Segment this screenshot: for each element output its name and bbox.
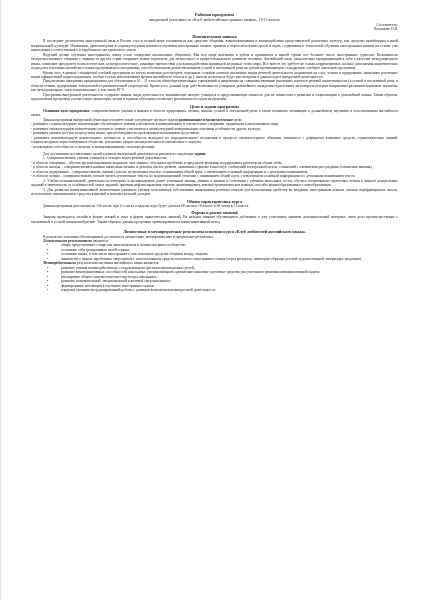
main-goal-label: Основная цель программы: (43, 108, 91, 113)
section-heading-goals: Цели и задачи программы (189, 103, 240, 109)
paragraph: Занятия проводятся онлайн в форме лекций и очно в форме практических занятий. На каждом занятии обучающиеся добавляют к уже усвоенным знаниям дополнительный материал, имея дело преимущественно с письменной и устной иноязычной речью. Таким образом, данная программа ориентирована на коммуникативный метод. (31, 215, 398, 224)
list-item: • владение умением координированной работы с разными компонентами внеурочной деятельности. (61, 288, 398, 292)
document-title: Рабочая программа (194, 12, 235, 17)
paragraph: В последние десятилетия иностранный язык в России стал в полной мере осознаваться как средство общения, взаимопонимания и взаимодействия представителей различных культур, как средство приобщения к иной национальной культуре. Изменения, произошедшие в социокультурном контексте изучения иностранных языков, привели к переосмыслению целей и задач, содержания и технологий обучения иностранным языкам на основе уже накопленного отечественного и зарубежного методического опыта. (31, 39, 398, 53)
personal-results-label: Личностными результатами (43, 238, 92, 243)
list-item: • развитие умения взаимодействовать с окружающими при выполнении разных ролей; (61, 266, 398, 270)
skill-item: - в области письма – совершенствовать навыки написания личных и деловых писем, резюме, заявления о приеме в институт, сообщений электронной почты, сочинений с элементами рассуждения (сочинения-мнения); (31, 165, 373, 170)
compiler-label: Составитель: (376, 22, 398, 27)
paragraph: Кроме того, в рамках стандартной учебной программы не всегда возможно рассмотреть отдельные сложные аспекты различных видов речевой деятельности (понимание на слух, чтение и аудирование, написание различных видов официальной корреспонденции, особые случаи использования времен английского глагола и др.), многие из которых будут рассмотрены в данном курсе внеурочной деятельности. (31, 70, 398, 80)
main-goal-text: совершенствовать умения и навыки в области аудирования, чтения, письма, устной и письменной речи, а также повышать мотивацию к дальнейшему изучению и использованию английского языка. (31, 108, 398, 118)
section-heading-course: Общая характеристика курса (186, 198, 243, 204)
main-goal-paragraph (31, 109, 398, 118)
tasks-label: развивающие и воспитательные (178, 117, 234, 122)
list-item: • общее представление о мире как многоязычном и поликультурном сообществе; (61, 243, 398, 247)
personal-results-suffix: являются: (91, 238, 109, 243)
section-heading-results: Личностные и метапредметные результаты освоения курса «Клуб любителей английского языка» (123, 229, 306, 235)
meta-results-list (31, 266, 398, 293)
compiler-name: Лукашова О.В. (373, 27, 398, 32)
list-item: • формирование мотивации к изучению иностранного языка; (61, 284, 398, 288)
meta-results-suffix: результатами изучения английского языка являются: (75, 261, 160, 266)
tasks-suffix: цели: (233, 117, 243, 122)
paragraph: Ведущей целью обучения иностранному языку стало овладение иноязычным общением. Мы все чаще выезжаем в рубеж и принимаем в нашей стране все большее число иностранных туристов. Возможность беспрепятственного общения с людьми из других стран открывает новые горизонты для личностного и профессионального развития человека. Английский язык, окончательно превращающийся себя в качестве международного языка, позволяет преодолеть психологические, культурологические, языковые препятствия для взаимодействия индивидов из разных точек мира. Все вместе это требует не только корректировки, сколько дополнения академических подходов к изучению английского языка программами и методиками, способствующими развитию навыков устной и письменной речи на уровне превышающем стандартную учебную школьную программу. (31, 52, 398, 71)
paragraph: Программы внеурочной деятельности содержит знания, виды деятельности, вызывающие интерес учащихся и представляющие ценность для их личностного развития и социализации в дальнейшей жизни. Таким образом, предлагаемая программа соответствует концепции, целям и задачам обучения и позволяет реализовать его идеи на практике. (31, 92, 398, 102)
skills-colon: : (205, 152, 207, 157)
section-heading-forms: Формы и режим занятий (191, 210, 238, 216)
skills-label: задачи (194, 152, 206, 157)
list-item: • развитие познавательной, эмоциональной и волевой сфер школьника; (61, 279, 398, 283)
task-item: - воспитывать способность к личному и коммуникативному самоопределению. (31, 144, 156, 149)
skill-item: 2. Учебно-познавательный: деятельности повторить и активизировать ранее усвоенные знания, умения и навыки в сочетании с умением выполнять тесты; обучать специальным стратегиям чтения в аналоге контрольных заданий в зависимости от особенностей самих заданий, приемам рефлексирования текстов; активизировать лексико-грамматические навыки, способы формообразования и словообразования. (31, 178, 398, 188)
tasks-intro: Данная программа внеурочной деятельности имеет также следующие частные задачи (43, 117, 179, 122)
task-item: - развивать умения доступа посредством языка, при необходимости прокладывая возможными средствами; (31, 131, 200, 136)
list-item: • осознание языка, в том числе иностранного, как основного средства общения между людьми; (61, 252, 398, 256)
task-item: - развивать социокультурную компетенцию обучающихся: умения участвовать в коммуникации, в соответствии с нормами, принятыми в англоязычном мире; (31, 122, 280, 127)
personal-results-list (31, 243, 398, 261)
document-subtitle: внеурочной деятельности «Клуб любителей иностранных языков», 10-11 классы (149, 17, 280, 22)
list-item: • расширение общего лингвистического кругозора школьника; (61, 275, 398, 279)
paragraph: В результате освоения обучающимися достигаются личностные, метапредметные и предметные результаты. (43, 234, 214, 239)
meta-results-label: Метапредметными (43, 261, 76, 266)
paragraph: Предлагаемая программа предназначена для обучающихся 10 – 11 классов общеобразовательных учреждений и направлена на совершенствование различных аспектов речевой компетентности (в устной и письменной речи, в области чтения, аудирования, лексической и грамматической сторон речи). Кроме того, данный курс даёт возможность учащимся дальнейшего овладения стратегиями, на контроль которых направлены различные языковые экзамены, как международные, так и национальные, в том числе ЕГЭ. (31, 79, 398, 93)
list-item: • развитие коммуникативных способностей школьника, умения выбирать адекватные языковые и речевые средства для успешного решения коммуникативной задачи; (61, 270, 398, 274)
skill-item: - в области чтения – совершенствовать умение читать аутентичные тексты по экзаменационной тематике с пониманием общей идеи, с извлечением основной информации и с детальным пониманием текста. (31, 174, 356, 179)
task-item: - развивать межкультурную компетенцию учащихся: умение участвовать в межкультурной коммуникации, учитывая особенности других культур; (31, 126, 261, 131)
skill-item: 3. Для развития коммуникативной компетенции развивать умения пользоваться собственным иноязычным речевым опытом для восполнения пробелов во владении иностранным языком, умения перефразировать мысль, использовать синонимичные средства языковой и контекстуальной догадки. (31, 187, 398, 197)
list-item: • осознание себя гражданином своей страны; (61, 248, 398, 252)
task-item: - развивать компенсаторную компетенцию: готовность и способность выходить из затруднительного положения в процессе межкультурного общения, связанного с дефицитом языковых средств, страноведческих знаний, социокультурных норм поведения в обществе, различных сферах жизнедеятельности иноязычного социума; (31, 135, 398, 145)
skill-item: - в области аудирования – совершенствовать умения слушать аутентичные тексты с пониманием общей идеи, с извлечением основной информации и с детальным пониманием; (31, 169, 309, 174)
skill-item: 1. Совершенствовать умения учащихся в четырех видах речевой деятельности: (43, 156, 168, 161)
skill-item: - в области говорения – обучать аргументированию выражать свое мнение, обсуждать проблемы и предлагать решения, поддерживать разговор на общие темы; (31, 160, 283, 165)
list-item: • знакомство с миром зарубежных сверстников с использованием средств изучаемого иностранного языка (через фольклор, некоторые образцы детской художественной литературы, традиции). (61, 257, 398, 261)
skills-intro: Для достижения поставленных целей в рамках внеурочной деятельности решаются следующие (43, 152, 195, 157)
paragraph: Данная программа рассчитана на 136 часов, при 2-х часах в неделю курс будет длиться 68 часов в 10 классе и 68 часов в 11 классе. (43, 203, 250, 208)
section-heading-explanatory-note: Пояснительная записка (192, 34, 237, 40)
